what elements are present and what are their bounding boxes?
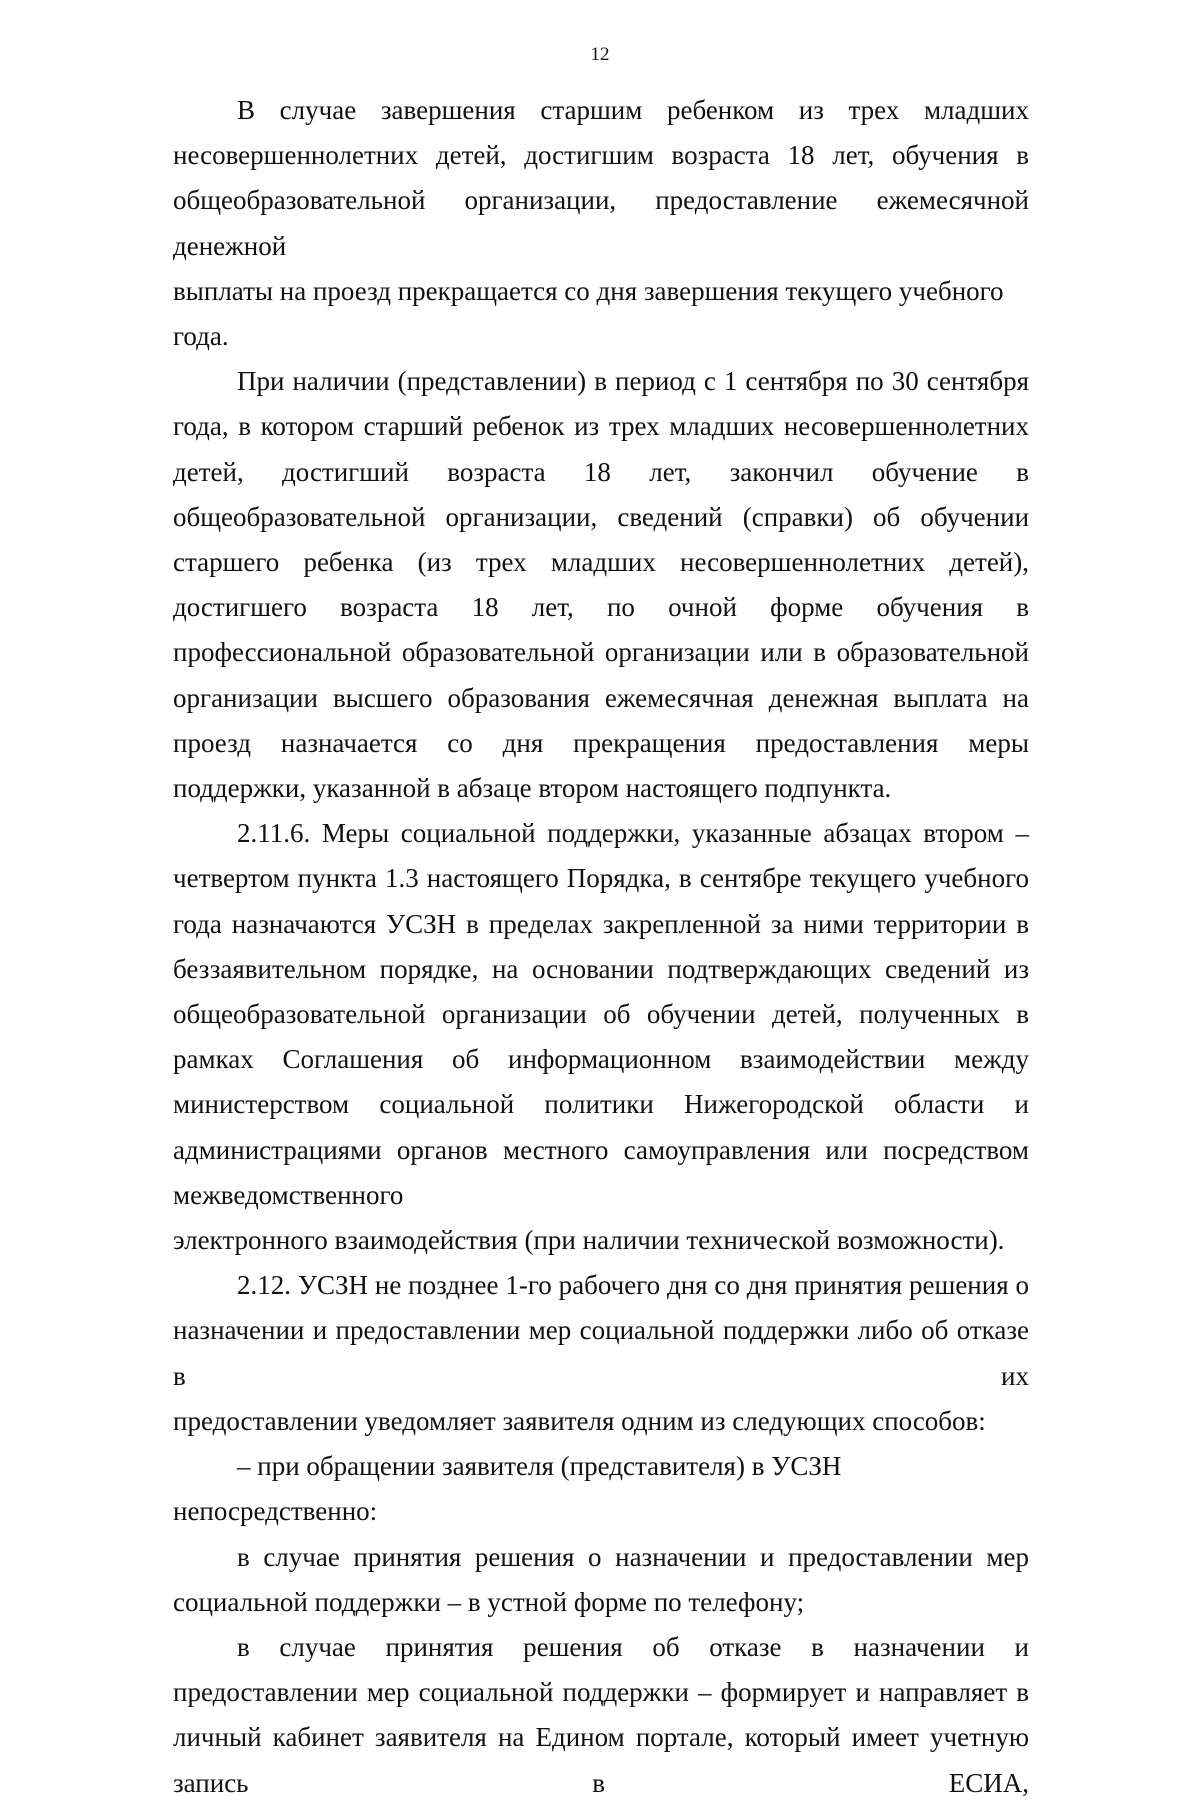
text-line: заявителя на Едином портале, который имеет учетную запись в ЕСИА, xyxy=(173,1722,1030,1798)
text-line: 2.11.6. Меры социальной поддержки, указанные абзацах втором – xyxy=(237,818,1029,849)
text-line: выплата на проезд назначается со дня прекращения предоставления меры xyxy=(173,682,1029,758)
text-line: общеобразовательной организации, предоставление ежемесячной денежной xyxy=(173,185,1029,261)
text-line: в случае принятия решения о назначении и предоставлении мер xyxy=(237,1541,1029,1572)
text-line: местного самоуправления или посредством межведомственного xyxy=(173,1134,1029,1210)
paragraph xyxy=(173,1263,1029,1444)
text-line: детей, достигший возраста 18 лет, закончил обучение в общеобразовательной xyxy=(173,456,1029,532)
text-line: года, в котором старший ребенок из трех младших несовершеннолетних xyxy=(173,411,1029,442)
text-line: организации, сведений (справки) об обучении старшего ребенка (из трех xyxy=(173,501,1030,578)
document-body xyxy=(173,88,1029,1806)
text-line-last: – при обращении заявителя (представителя) в УСЗН непосредственно: xyxy=(173,1451,842,1527)
paragraph xyxy=(173,1444,1029,1534)
paragraph xyxy=(173,811,1029,1263)
text-line: 2.12. УСЗН не позднее 1-го рабочего дня со дня принятия решения о xyxy=(237,1270,1029,1301)
paragraph xyxy=(173,359,1029,811)
text-line: общеобразовательной организации об обучении детей, полученных в рамках xyxy=(173,999,1029,1075)
text-line: младших несовершеннолетних детей), достигшего возраста 18 лет, по очной xyxy=(173,547,1029,623)
paragraph xyxy=(173,1535,1029,1625)
text-line-last: социальной поддержки – в устной форме по телефону; xyxy=(173,1586,805,1617)
text-line: мер социальной поддержки – формирует и направляет в личный кабинет xyxy=(173,1677,1030,1753)
text-line-last: выплаты на проезд прекращается со дня завершения текущего учебного года. xyxy=(173,275,1004,352)
text-line: назначении и предоставлении мер социальной поддержки либо об отказе в их xyxy=(173,1315,1029,1391)
text-line-last: поддержки, указанной в абзаце втором настоящего подпункта. xyxy=(173,773,892,804)
text-line: Соглашения об информационном взаимодействии между министерством xyxy=(173,1044,1029,1120)
page-number: 12 xyxy=(590,44,610,65)
text-line: в случае принятия решения об отказе в назначении и предоставлении xyxy=(173,1631,1029,1708)
paragraph xyxy=(173,88,1029,359)
text-line: При наличии (представлении) в период с 1 сентября по 30 сентября xyxy=(237,366,1029,397)
text-line: несовершеннолетних детей, достигшим возраста 18 лет, обучения в xyxy=(173,140,1029,171)
text-line: беззаявительном порядке, на основании подтверждающих сведений из xyxy=(173,953,1029,984)
text-line: года назначаются УСЗН в пределах закрепленной за ними территории в xyxy=(173,908,1029,939)
text-line: В случае завершения старшим ребенком из трех младших xyxy=(237,95,1029,125)
text-line-last: предоставлении уведомляет заявителя одним из следующих способов: xyxy=(173,1405,986,1436)
text-line-last: электронного взаимодействия (при наличии технической возможности). xyxy=(173,1225,1005,1256)
text-line: четвертом пункта 1.3 настоящего Порядка, в сентябре текущего учебного xyxy=(173,863,1029,894)
paragraph xyxy=(173,1625,1029,1806)
text-line: социальной политики Нижегородской области и администрациями органов xyxy=(173,1089,1029,1165)
text-line: образовательной организации высшего образования ежемесячная денежная xyxy=(173,637,1029,713)
text-line: форме обучения в профессиональной образовательной организации или в xyxy=(173,592,1029,668)
